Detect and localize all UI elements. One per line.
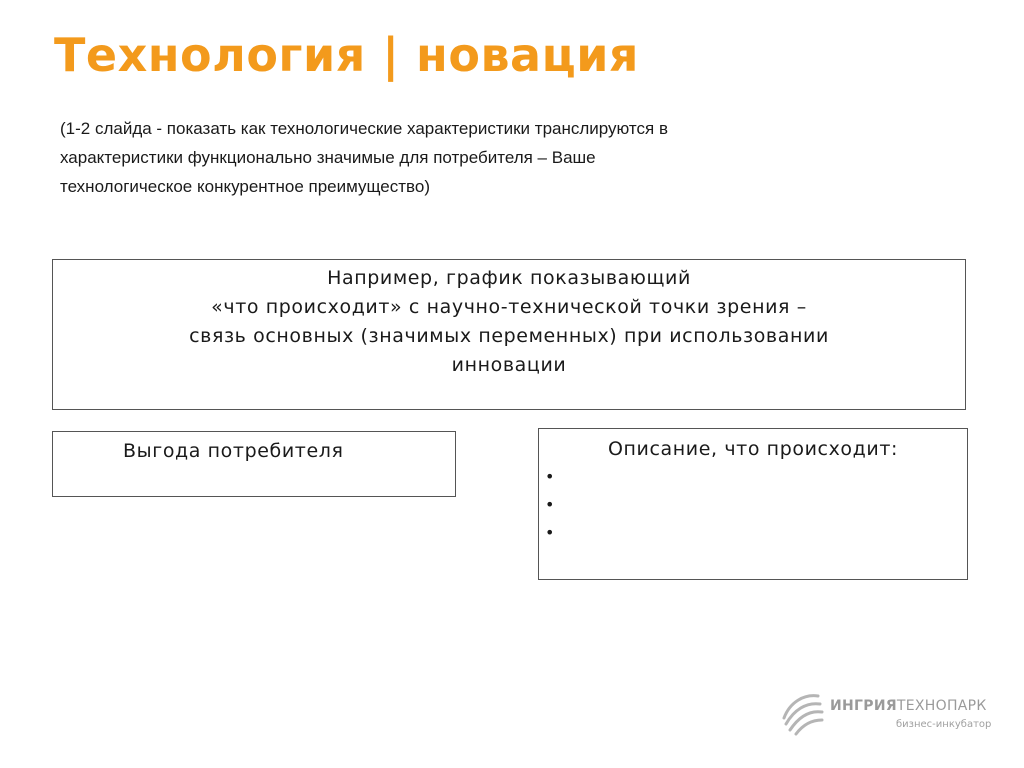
intro-line: (1-2 слайда - показать как технологические характеристики транслируются в: [60, 119, 668, 138]
main-box-line: связь основных (значимых переменных) при использовании: [189, 325, 829, 347]
consumer-benefit-box: [52, 431, 456, 497]
slide-title: Технология | новация: [54, 28, 639, 82]
description-title: Описание, что происходит:: [607, 438, 899, 460]
description-bullet-list: [539, 463, 967, 547]
bullet-item: •: [545, 495, 556, 514]
description-box: [538, 428, 968, 580]
logo-tagline: бизнес-инкубатор: [896, 719, 992, 730]
main-box-line: «что происходит» с научно-технической точки зрения –: [211, 296, 807, 318]
logo-brand-light: ТЕХНОПАРК: [896, 698, 987, 714]
ingria-technopark-logo: [778, 688, 992, 738]
logo-wordmark: [830, 698, 987, 714]
chart-placeholder-box: [52, 259, 966, 410]
main-box-line: Например, график показывающий: [327, 267, 691, 289]
consumer-benefit-label: Выгода потребителя: [123, 440, 344, 462]
bullet-item: •: [545, 523, 556, 542]
logo-brand-bold: ИНГРИЯ: [830, 698, 897, 714]
slide-intro: [60, 114, 860, 201]
main-box-line: инновации: [451, 354, 567, 376]
bullet-item: •: [545, 467, 556, 486]
intro-line: характеристики функционально значимые для потребителя – Ваше: [60, 148, 596, 167]
logo-swirl-icon: [778, 688, 826, 736]
intro-line: технологическое конкурентное преимущество): [60, 177, 430, 196]
